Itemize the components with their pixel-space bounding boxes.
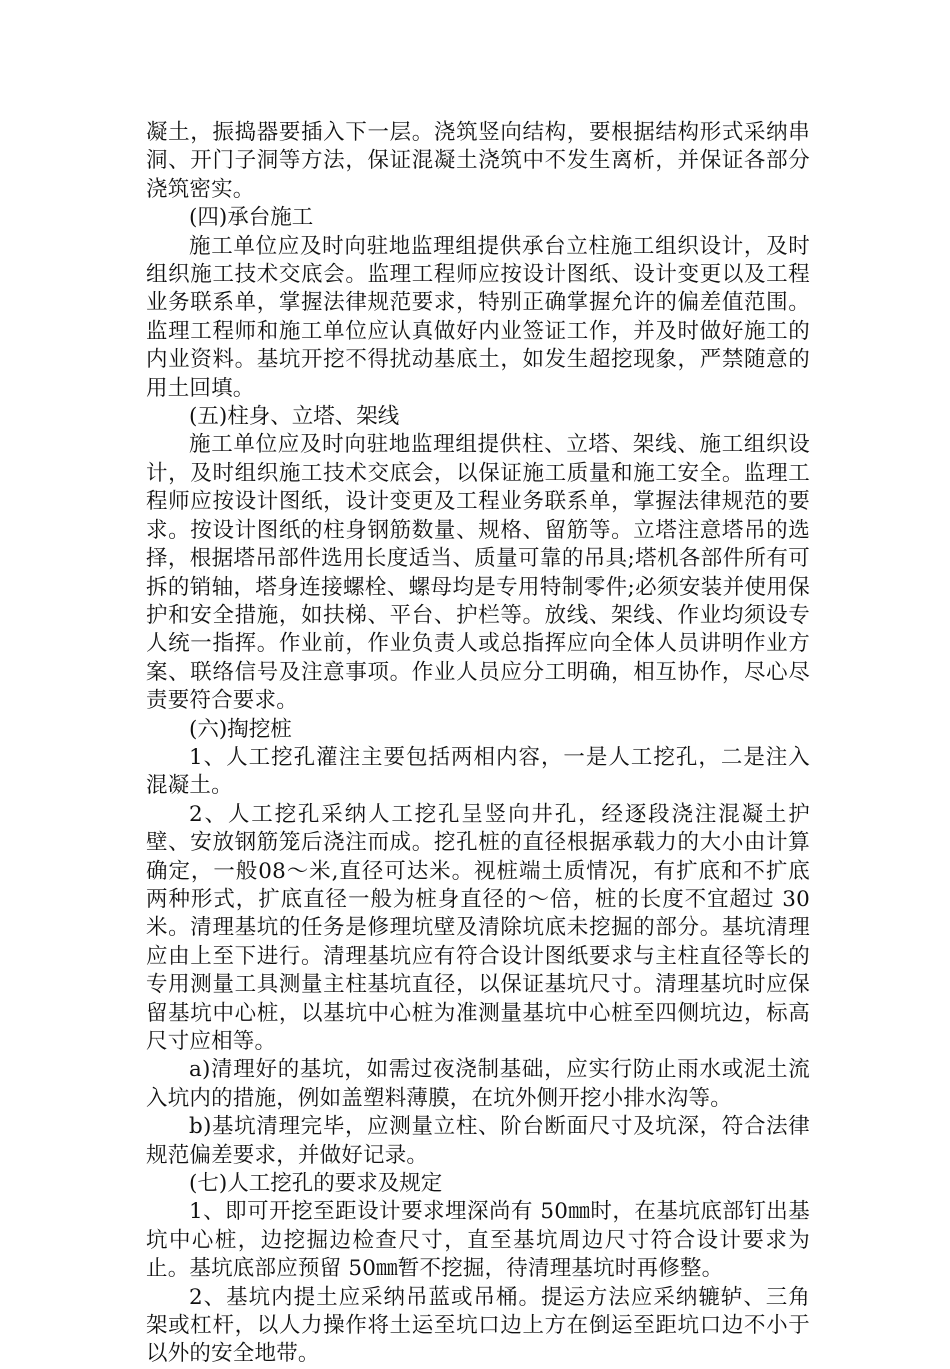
section-heading: (六)掏挖桩 — [189, 716, 292, 742]
paragraph: 1、即可开挖至距设计要求埋深尚有 50㎜时，在基坑底部钉出基坑中心桩，边挖掘边检查尺寸，直至基坑周边尺寸符合设计要求为止。基坑底部应预留 50㎜暂不挖掘，待清理基坑时再修整。 — [146, 1199, 810, 1282]
paragraph: 2、人工挖孔采纳人工挖孔呈竖向井孔，经逐段浇注混凝土护壁、安放钢筋笼后浇注而成。挖孔桩的直径根据承载力的大小由计算确定，一般08～米,直径可达米。视桩端土质情况，有扩底和不扩底两种形式，扩底直径一般为桩身直径的～倍，桩的长度不宜超过 30米。清理基坑的任务是修理坑壁及清除坑底未挖掘的部分。基坑清理应由上至下进行。清理基坑应有符合设计图纸要求与主柱直径等长的专用测量工具测量主柱基坑直径，以保证基坑尺寸。清理基坑时应保留基坑中心桩，以基坑中心桩为准测量基坑中心桩至四侧坑边，标高尺寸应相等。 — [146, 801, 810, 1054]
section-heading: (五)柱身、立塔、架线 — [189, 404, 400, 430]
section-heading: (四)承台施工 — [189, 205, 314, 231]
paragraph: 2、基坑内提土应采纳吊蓝或吊桶。提运方法应采纳辘轳、三角架或杠杆，以人力操作将土运至坑口边上方在倒运至距坑口边不小于以外的安全地带。 — [146, 1284, 810, 1367]
paragraph: b)基坑清理完毕，应测量立柱、阶台断面尺寸及坑深，符合法律规范偏差要求，并做好记录。 — [146, 1114, 810, 1168]
paragraph: 1、人工挖孔灌注主要包括两相内容，一是人工挖孔，二是注入混凝土。 — [146, 744, 810, 799]
section-heading: (七)人工挖孔的要求及规定 — [189, 1171, 443, 1197]
paragraph: 施工单位应及时向驻地监理组提供柱、立塔、架线、施工组织设计，及时组织施工技术交底会，以保证施工质量和施工安全。监理工程师应按设计图纸，设计变更及工程业务联系单，掌握法律规范的要求。按设计图纸的柱身钢筋数量、规格、留筋等。立塔注意塔吊的选择，根据塔吊部件选用长度适当、质量可靠的吊具;塔机各部件所有可拆的销轴，塔身连接螺栓、螺母均是专用特制零件;必须安装并使用保护和安全措施，如扶梯、平台、护栏等。放线、架线、作业均须设专人统一指挥。作业前，作业负责人或总指挥应向全体人员讲明作业方案、联络信号及注意事项。作业人员应分工明确，相互协作，尽心尽责要符合要求。 — [146, 432, 810, 714]
paragraph: 凝土，振捣器要插入下一层。浇筑竖向结构，要根据结构形式采纳串洞、开门子洞等方法，保证混凝土浇筑中不发生离析，并保证各部分浇筑密实。 — [146, 120, 810, 202]
paragraph: 施工单位应及时向驻地监理组提供承台立柱施工组织设计，及时组织施工技术交底会。监理工程师应按设计图纸、设计变更以及工程业务联系单，掌握法律规范要求，特别正确掌握允许的偏差值范围。监理工程师和施工单位应认真做好内业签证工作，并及时做好施工的内业资料。基坑开挖不得扰动基底土，如发生超挖现象，严禁随意的用土回填。 — [146, 233, 810, 401]
paragraph: a)清理好的基坑，如需过夜浇制基础，应实行防止雨水或泥土流入坑内的措施，例如盖塑料薄膜，在坑外侧开挖小排水沟等。 — [146, 1057, 810, 1111]
document-body — [146, 119, 810, 1369]
